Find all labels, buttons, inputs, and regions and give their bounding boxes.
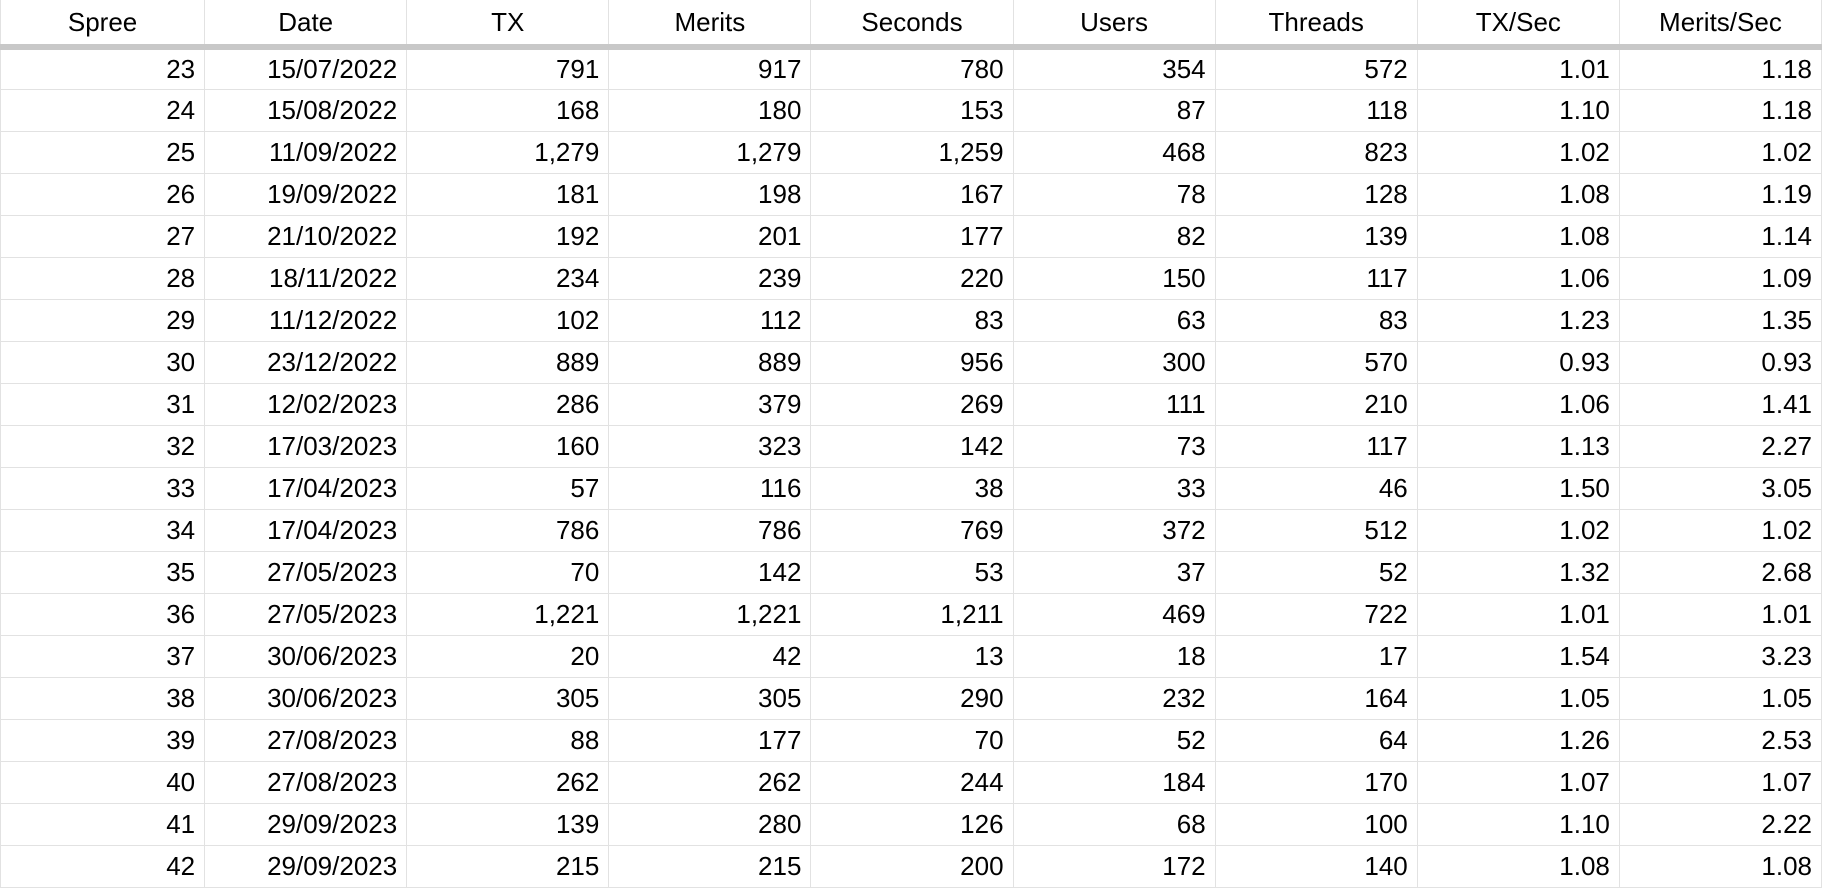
table-row [1, 131, 1822, 173]
cell-merits-per-sec[interactable]: 1.41 [1619, 383, 1821, 425]
cell-tx-per-sec[interactable]: 1.01 [1417, 593, 1619, 635]
cell-users[interactable]: 150 [1013, 257, 1215, 299]
cell-threads[interactable]: 83 [1215, 299, 1417, 341]
cell-threads[interactable]: 118 [1215, 89, 1417, 131]
cell-merits[interactable]: 239 [609, 257, 811, 299]
cell-spree[interactable]: 30 [1, 341, 205, 383]
cell-tx-per-sec[interactable]: 1.08 [1417, 215, 1619, 257]
column-header-tx-per-sec[interactable]: TX/Sec [1417, 0, 1619, 47]
table-row [1, 509, 1822, 551]
cell-tx[interactable]: 286 [407, 383, 609, 425]
table-row [1, 89, 1822, 131]
table-row [1, 383, 1822, 425]
cell-date[interactable]: 19/09/2022 [205, 173, 407, 215]
cell-users[interactable]: 87 [1013, 89, 1215, 131]
cell-tx[interactable]: 1,221 [407, 593, 609, 635]
cell-threads[interactable]: 52 [1215, 551, 1417, 593]
table-body [1, 47, 1822, 887]
column-header-tx[interactable]: TX [407, 0, 609, 47]
cell-date[interactable]: 27/05/2023 [205, 551, 407, 593]
cell-users[interactable]: 300 [1013, 341, 1215, 383]
cell-merits-per-sec[interactable]: 1.08 [1619, 845, 1821, 887]
cell-tx[interactable]: 88 [407, 719, 609, 761]
cell-merits[interactable]: 917 [609, 47, 811, 89]
cell-merits[interactable]: 198 [609, 173, 811, 215]
cell-date[interactable]: 29/09/2023 [205, 803, 407, 845]
table-row [1, 761, 1822, 803]
cell-spree[interactable]: 41 [1, 803, 205, 845]
cell-seconds[interactable]: 1,259 [811, 131, 1013, 173]
cell-date[interactable]: 15/08/2022 [205, 89, 407, 131]
table-row [1, 719, 1822, 761]
cell-tx[interactable]: 215 [407, 845, 609, 887]
cell-tx-per-sec[interactable]: 1.54 [1417, 635, 1619, 677]
cell-date[interactable]: 27/05/2023 [205, 593, 407, 635]
cell-tx-per-sec[interactable]: 1.08 [1417, 845, 1619, 887]
cell-users[interactable]: 468 [1013, 131, 1215, 173]
cell-threads[interactable]: 139 [1215, 215, 1417, 257]
cell-date[interactable]: 15/07/2022 [205, 47, 407, 89]
cell-date[interactable]: 21/10/2022 [205, 215, 407, 257]
table-row [1, 299, 1822, 341]
cell-tx-per-sec[interactable]: 1.08 [1417, 173, 1619, 215]
cell-threads[interactable]: 117 [1215, 257, 1417, 299]
cell-merits-per-sec[interactable]: 1.14 [1619, 215, 1821, 257]
cell-seconds[interactable]: 70 [811, 719, 1013, 761]
cell-seconds[interactable]: 220 [811, 257, 1013, 299]
cell-spree[interactable]: 28 [1, 257, 205, 299]
cell-date[interactable]: 17/04/2023 [205, 467, 407, 509]
cell-users[interactable]: 63 [1013, 299, 1215, 341]
cell-tx[interactable]: 889 [407, 341, 609, 383]
cell-merits-per-sec[interactable]: 3.23 [1619, 635, 1821, 677]
cell-merits-per-sec[interactable]: 1.01 [1619, 593, 1821, 635]
cell-merits-per-sec[interactable]: 2.68 [1619, 551, 1821, 593]
table-row [1, 425, 1822, 467]
cell-spree[interactable]: 42 [1, 845, 205, 887]
cell-users[interactable]: 52 [1013, 719, 1215, 761]
cell-seconds[interactable]: 177 [811, 215, 1013, 257]
table-row [1, 593, 1822, 635]
cell-threads[interactable]: 572 [1215, 47, 1417, 89]
cell-spree[interactable]: 25 [1, 131, 205, 173]
cell-threads[interactable]: 210 [1215, 383, 1417, 425]
cell-merits-per-sec[interactable]: 3.05 [1619, 467, 1821, 509]
cell-threads[interactable]: 164 [1215, 677, 1417, 719]
cell-users[interactable]: 33 [1013, 467, 1215, 509]
cell-merits[interactable]: 305 [609, 677, 811, 719]
cell-seconds[interactable]: 200 [811, 845, 1013, 887]
cell-date[interactable]: 27/08/2023 [205, 719, 407, 761]
header-row [1, 0, 1822, 47]
table-row [1, 341, 1822, 383]
cell-users[interactable]: 172 [1013, 845, 1215, 887]
cell-users[interactable]: 82 [1013, 215, 1215, 257]
cell-spree[interactable]: 27 [1, 215, 205, 257]
cell-seconds[interactable]: 83 [811, 299, 1013, 341]
cell-seconds[interactable]: 290 [811, 677, 1013, 719]
table-row [1, 47, 1822, 89]
cell-tx[interactable]: 70 [407, 551, 609, 593]
cell-tx[interactable]: 160 [407, 425, 609, 467]
cell-threads[interactable]: 128 [1215, 173, 1417, 215]
table-row [1, 257, 1822, 299]
cell-tx-per-sec[interactable]: 1.50 [1417, 467, 1619, 509]
column-header-merits-per-sec[interactable]: Merits/Sec [1619, 0, 1821, 47]
cell-seconds[interactable]: 13 [811, 635, 1013, 677]
cell-tx[interactable]: 786 [407, 509, 609, 551]
cell-date[interactable]: 30/06/2023 [205, 635, 407, 677]
cell-date[interactable]: 23/12/2022 [205, 341, 407, 383]
cell-users[interactable]: 73 [1013, 425, 1215, 467]
column-header-threads[interactable]: Threads [1215, 0, 1417, 47]
cell-spree[interactable]: 40 [1, 761, 205, 803]
cell-tx-per-sec[interactable]: 1.10 [1417, 803, 1619, 845]
cell-spree[interactable]: 31 [1, 383, 205, 425]
column-header-users[interactable]: Users [1013, 0, 1215, 47]
cell-merits-per-sec[interactable]: 1.02 [1619, 509, 1821, 551]
cell-merits-per-sec[interactable]: 0.93 [1619, 341, 1821, 383]
table-row [1, 467, 1822, 509]
cell-threads[interactable]: 823 [1215, 131, 1417, 173]
cell-users[interactable]: 18 [1013, 635, 1215, 677]
cell-seconds[interactable]: 269 [811, 383, 1013, 425]
cell-merits[interactable]: 180 [609, 89, 811, 131]
cell-seconds[interactable]: 1,211 [811, 593, 1013, 635]
table-row [1, 845, 1822, 887]
cell-tx-per-sec[interactable]: 1.01 [1417, 47, 1619, 89]
cell-users[interactable]: 37 [1013, 551, 1215, 593]
table-row [1, 803, 1822, 845]
cell-tx-per-sec[interactable]: 1.32 [1417, 551, 1619, 593]
table-row [1, 635, 1822, 677]
cell-tx[interactable]: 1,279 [407, 131, 609, 173]
cell-date[interactable]: 11/09/2022 [205, 131, 407, 173]
cell-merits[interactable]: 1,221 [609, 593, 811, 635]
cell-tx-per-sec[interactable]: 1.13 [1417, 425, 1619, 467]
table-row [1, 173, 1822, 215]
column-header-seconds[interactable]: Seconds [811, 0, 1013, 47]
cell-threads[interactable]: 117 [1215, 425, 1417, 467]
cell-spree[interactable]: 29 [1, 299, 205, 341]
cell-spree[interactable]: 33 [1, 467, 205, 509]
cell-tx[interactable]: 20 [407, 635, 609, 677]
cell-tx[interactable]: 192 [407, 215, 609, 257]
cell-merits-per-sec[interactable]: 1.07 [1619, 761, 1821, 803]
cell-tx-per-sec[interactable]: 1.23 [1417, 299, 1619, 341]
cell-merits[interactable]: 379 [609, 383, 811, 425]
cell-date[interactable]: 18/11/2022 [205, 257, 407, 299]
cell-tx[interactable]: 262 [407, 761, 609, 803]
cell-spree[interactable]: 32 [1, 425, 205, 467]
cell-tx-per-sec[interactable]: 1.26 [1417, 719, 1619, 761]
cell-date[interactable]: 30/06/2023 [205, 677, 407, 719]
cell-seconds[interactable]: 153 [811, 89, 1013, 131]
cell-merits[interactable]: 280 [609, 803, 811, 845]
cell-tx-per-sec[interactable]: 1.10 [1417, 89, 1619, 131]
cell-tx[interactable]: 181 [407, 173, 609, 215]
cell-merits-per-sec[interactable]: 2.53 [1619, 719, 1821, 761]
cell-merits-per-sec[interactable]: 1.35 [1619, 299, 1821, 341]
cell-seconds[interactable]: 38 [811, 467, 1013, 509]
cell-users[interactable]: 232 [1013, 677, 1215, 719]
cell-merits[interactable]: 323 [609, 425, 811, 467]
cell-threads[interactable]: 17 [1215, 635, 1417, 677]
cell-threads[interactable]: 722 [1215, 593, 1417, 635]
cell-merits[interactable]: 177 [609, 719, 811, 761]
cell-tx-per-sec[interactable]: 1.02 [1417, 131, 1619, 173]
cell-merits[interactable]: 215 [609, 845, 811, 887]
cell-merits[interactable]: 786 [609, 509, 811, 551]
cell-seconds[interactable]: 167 [811, 173, 1013, 215]
cell-tx[interactable]: 791 [407, 47, 609, 89]
cell-spree[interactable]: 35 [1, 551, 205, 593]
cell-date[interactable]: 11/12/2022 [205, 299, 407, 341]
cell-merits-per-sec[interactable]: 1.19 [1619, 173, 1821, 215]
column-header-merits[interactable]: Merits [609, 0, 811, 47]
cell-tx[interactable]: 102 [407, 299, 609, 341]
cell-threads[interactable]: 170 [1215, 761, 1417, 803]
cell-tx-per-sec[interactable]: 1.05 [1417, 677, 1619, 719]
cell-merits-per-sec[interactable]: 2.22 [1619, 803, 1821, 845]
cell-merits-per-sec[interactable]: 1.02 [1619, 131, 1821, 173]
cell-tx-per-sec[interactable]: 1.02 [1417, 509, 1619, 551]
cell-spree[interactable]: 37 [1, 635, 205, 677]
cell-seconds[interactable]: 780 [811, 47, 1013, 89]
cell-users[interactable]: 184 [1013, 761, 1215, 803]
cell-merits[interactable]: 116 [609, 467, 811, 509]
cell-spree[interactable]: 26 [1, 173, 205, 215]
cell-users[interactable]: 372 [1013, 509, 1215, 551]
cell-merits[interactable]: 42 [609, 635, 811, 677]
cell-date[interactable]: 17/04/2023 [205, 509, 407, 551]
cell-tx-per-sec[interactable]: 1.06 [1417, 257, 1619, 299]
cell-threads[interactable]: 570 [1215, 341, 1417, 383]
cell-merits[interactable]: 1,279 [609, 131, 811, 173]
cell-tx[interactable]: 57 [407, 467, 609, 509]
cell-merits-per-sec[interactable]: 1.05 [1619, 677, 1821, 719]
cell-merits[interactable]: 142 [609, 551, 811, 593]
table-row [1, 551, 1822, 593]
cell-threads[interactable]: 46 [1215, 467, 1417, 509]
cell-merits[interactable]: 112 [609, 299, 811, 341]
cell-tx[interactable]: 234 [407, 257, 609, 299]
cell-merits-per-sec[interactable]: 2.27 [1619, 425, 1821, 467]
cell-spree[interactable]: 24 [1, 89, 205, 131]
cell-tx-per-sec[interactable]: 1.06 [1417, 383, 1619, 425]
cell-users[interactable]: 78 [1013, 173, 1215, 215]
cell-tx-per-sec[interactable]: 0.93 [1417, 341, 1619, 383]
cell-seconds[interactable]: 53 [811, 551, 1013, 593]
cell-date[interactable]: 17/03/2023 [205, 425, 407, 467]
cell-merits-per-sec[interactable]: 1.18 [1619, 47, 1821, 89]
cell-merits[interactable]: 201 [609, 215, 811, 257]
cell-users[interactable]: 68 [1013, 803, 1215, 845]
cell-tx[interactable]: 139 [407, 803, 609, 845]
cell-threads[interactable]: 512 [1215, 509, 1417, 551]
cell-merits[interactable]: 262 [609, 761, 811, 803]
cell-spree[interactable]: 38 [1, 677, 205, 719]
cell-spree[interactable]: 34 [1, 509, 205, 551]
cell-spree[interactable]: 23 [1, 47, 205, 89]
cell-tx[interactable]: 305 [407, 677, 609, 719]
cell-merits[interactable]: 889 [609, 341, 811, 383]
cell-tx-per-sec[interactable]: 1.07 [1417, 761, 1619, 803]
cell-seconds[interactable]: 244 [811, 761, 1013, 803]
column-header-spree[interactable]: Spree [1, 0, 205, 47]
cell-spree[interactable]: 39 [1, 719, 205, 761]
cell-seconds[interactable]: 956 [811, 341, 1013, 383]
cell-users[interactable]: 111 [1013, 383, 1215, 425]
cell-threads[interactable]: 140 [1215, 845, 1417, 887]
cell-seconds[interactable]: 142 [811, 425, 1013, 467]
cell-merits-per-sec[interactable]: 1.18 [1619, 89, 1821, 131]
cell-date[interactable]: 29/09/2023 [205, 845, 407, 887]
column-header-date[interactable]: Date [205, 0, 407, 47]
table-row [1, 677, 1822, 719]
cell-seconds[interactable]: 769 [811, 509, 1013, 551]
cell-users[interactable]: 354 [1013, 47, 1215, 89]
cell-threads[interactable]: 100 [1215, 803, 1417, 845]
table-row [1, 215, 1822, 257]
cell-merits-per-sec[interactable]: 1.09 [1619, 257, 1821, 299]
cell-date[interactable]: 12/02/2023 [205, 383, 407, 425]
cell-seconds[interactable]: 126 [811, 803, 1013, 845]
cell-threads[interactable]: 64 [1215, 719, 1417, 761]
cell-date[interactable]: 27/08/2023 [205, 761, 407, 803]
cell-spree[interactable]: 36 [1, 593, 205, 635]
cell-users[interactable]: 469 [1013, 593, 1215, 635]
cell-tx[interactable]: 168 [407, 89, 609, 131]
